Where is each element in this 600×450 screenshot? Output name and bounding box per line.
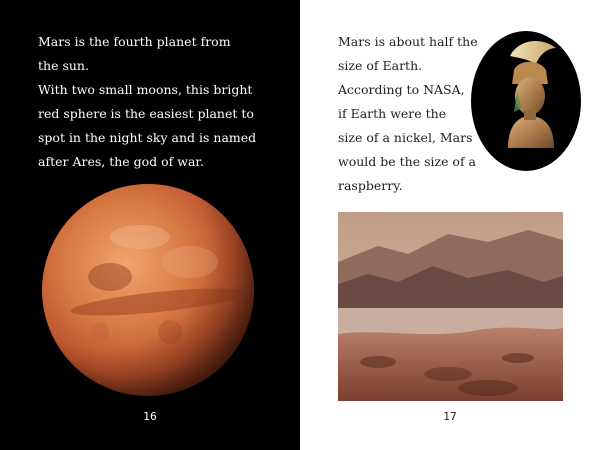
text-line: size of a nickel, Mars	[338, 130, 473, 145]
mars-planet-image	[40, 182, 256, 398]
text-line: Mars is the fourth planet from	[38, 34, 231, 49]
text-line: size of Earth.	[338, 58, 423, 73]
text-line: if Earth were the	[338, 106, 447, 121]
text-line: after Ares, the god of war.	[38, 154, 205, 169]
text-line: would be the size of a	[338, 154, 477, 169]
text-line: With two small moons, this bright	[38, 82, 253, 97]
text-line: spot in the night sky and is named	[38, 130, 257, 145]
page-number: 17	[443, 411, 457, 423]
text-line: According to NASA,	[338, 82, 465, 97]
ares-bust-portrait	[470, 30, 582, 172]
left-page-text	[38, 30, 256, 174]
text-line: Mars is about half the	[338, 34, 478, 49]
right-page-text	[338, 30, 478, 198]
right-page	[300, 0, 600, 450]
mars-surface-landscape	[338, 212, 563, 401]
text-line: red sphere is the easiest planet to	[38, 106, 254, 121]
text-line: the sun.	[38, 58, 89, 73]
page-number: 16	[143, 411, 157, 423]
text-line: raspberry.	[338, 178, 403, 193]
